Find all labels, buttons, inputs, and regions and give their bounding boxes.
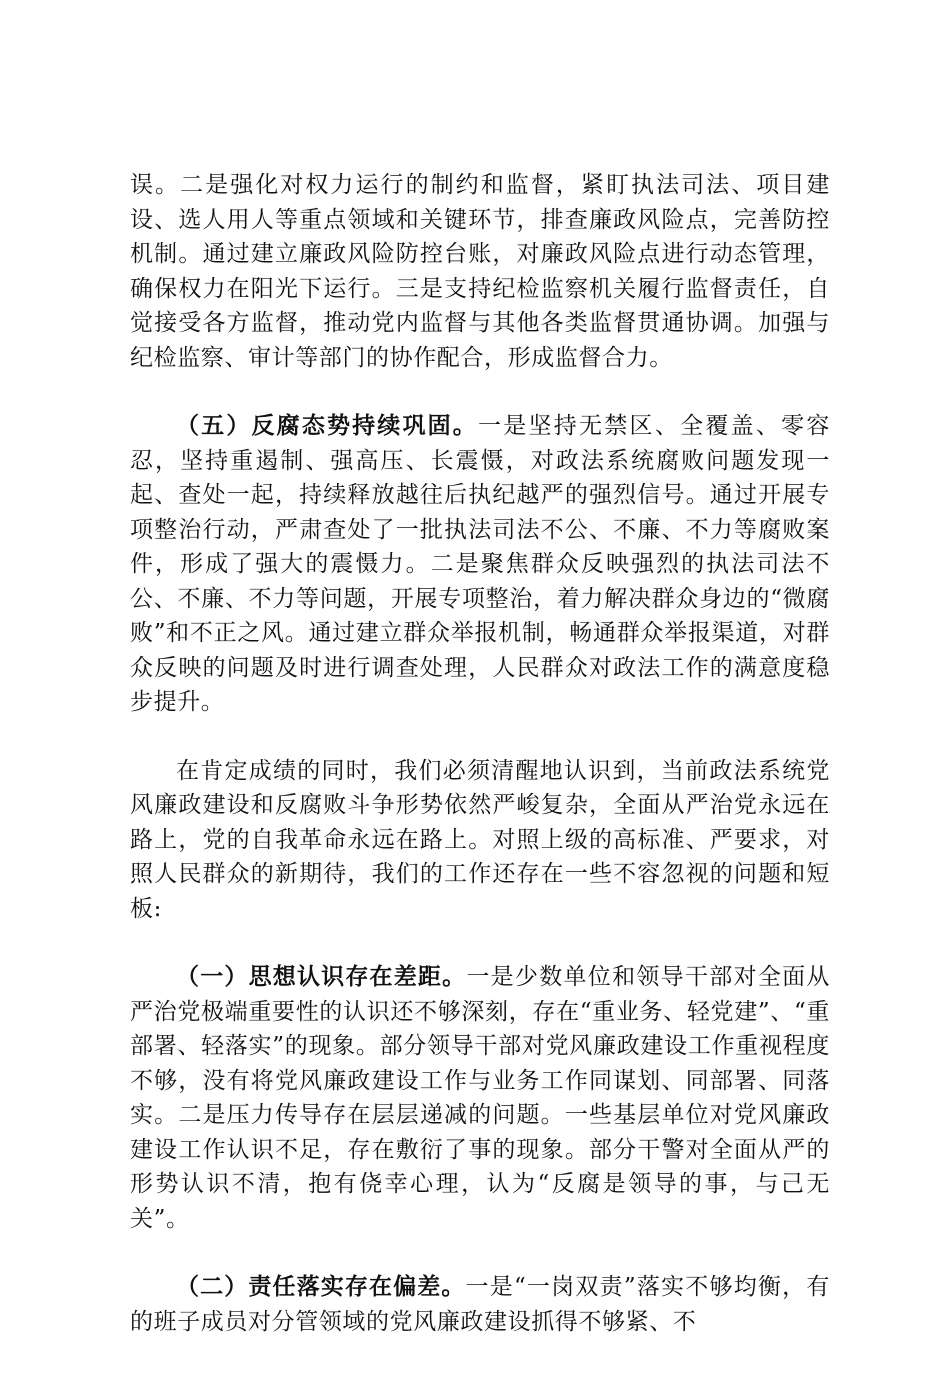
paragraph-problems-intro <box>130 754 830 927</box>
section-heading: （一）思想认识存在差距。 <box>176 964 467 990</box>
paragraph-ideological-gap <box>130 960 830 1236</box>
section-heading: （五）反腐态势持续巩固。 <box>176 413 478 439</box>
paragraph-text: 在肯定成绩的同时，我们必须清醒地认识到，当前政法系统党风廉政建设和反腐败斗争形势依然严峻复杂，全面从严治党永远在路上，党的自我革命永远在路上。对照上级的高标准、严要求，对照人民群众的新期待，我们的工作还存在一些不容忽视的问题和短板: <box>130 757 830 922</box>
paragraph-text: 一是“一岗双责”落实不够均衡，有的班子成员对分管领域的党风廉政建设抓得不够紧、不 <box>130 1274 830 1335</box>
section-heading: （二）责任落实存在偏差。 <box>176 1274 466 1300</box>
paragraph-responsibility-deviation <box>130 1270 830 1339</box>
paragraph-text: 误。二是强化对权力运行的制约和监督，紧盯执法司法、项目建设、选人用人等重点领域和关键环节，排查廉政风险点，完善防控机制。通过建立廉政风险防控台账，对廉政风险点进行动态管理，确保权力在阳光下运行。三是支持纪检监察机关履行监督责任，自觉接受各方监督，推动党内监督与其他各类监督贯通协调。加强与纪检监察、审计等部门的协作配合，形成监督合力。 <box>130 172 830 371</box>
paragraph-text: 一是坚持无禁区、全覆盖、零容忍，坚持重遏制、强高压、长震慑，对政法系统腐败问题发现一起、查处一起，持续释放越往后执纪越严的强烈信号。通过开展专项整治行动，严肃查处了一批执法司法不公、不廉、不力等腐败案件，形成了强大的震慑力。二是聚焦群众反映强烈的执法司法不公、不廉、不力等问题，开展专项整治，着力解决群众身边的“微腐败”和不正之风。通过建立群众举报机制，畅通群众举报渠道，对群众反映的问题及时进行调查处理，人民群众对政法工作的满意度稳步提升。 <box>130 413 830 715</box>
paragraph-anti-corruption <box>130 409 830 720</box>
paragraph-supervision-continued <box>130 168 830 375</box>
document-page <box>130 168 830 1373</box>
paragraph-text: 一是少数单位和领导干部对全面从严治党极端重要性的认识还不够深刻，存在“重业务、轻党建”、“重部署、轻落实”的现象。部分领导干部对党风廉政建设工作重视程度不够，没有将党风廉政建设工作与业务工作同谋划、同部署、同落实。二是压力传导存在层层递减的问题。一些基层单位对党风廉政建设工作认识不足，存在敷衍了事的现象。部分干警对全面从严的形势认识不清，抱有侥幸心理，认为“反腐是领导的事，与己无关”。 <box>130 964 831 1232</box>
